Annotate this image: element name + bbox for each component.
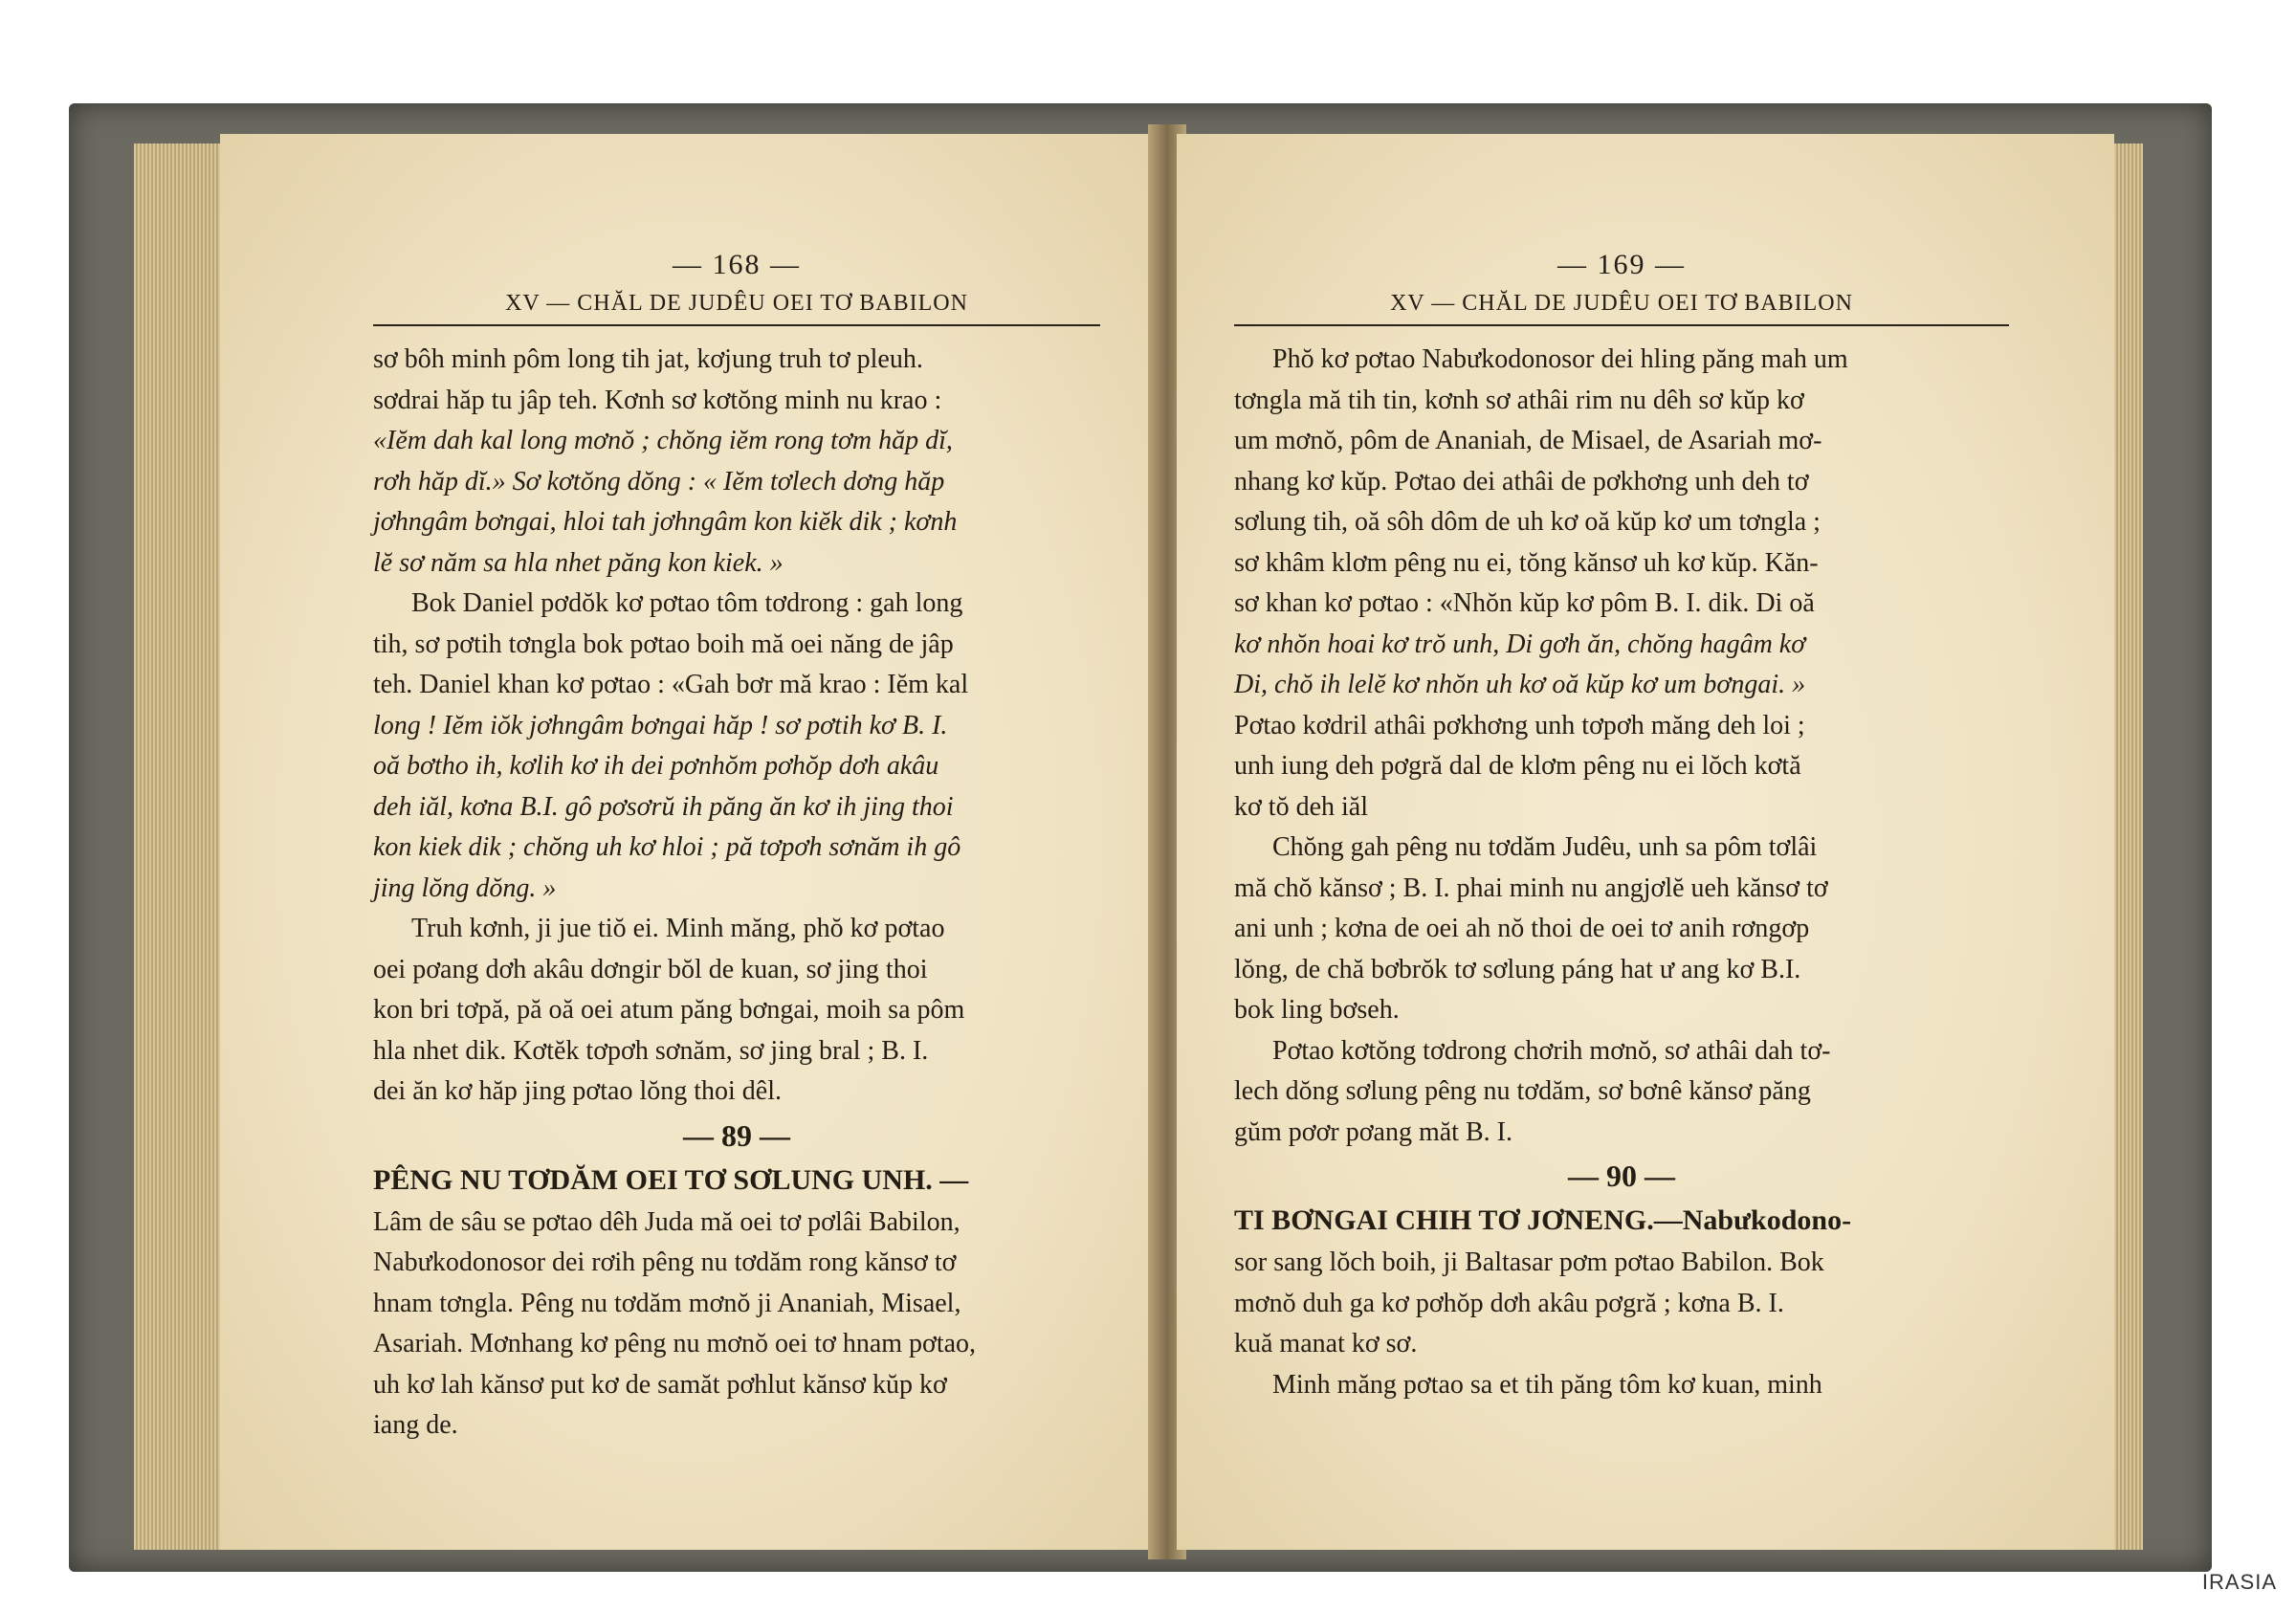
section-title: TI BƠNGAI CHIH TƠ JƠNENG.—Nabưkodono-: [1234, 1204, 1852, 1236]
text-line: ani unh ; kơna de oei ah nŏ thoi de oei tơ anih rơngơp: [1234, 914, 1810, 943]
text-line: hla nhet dik. Kơtĕk tơpơh sơnăm, sơ jing bral ; B. I.: [373, 1035, 929, 1066]
text-line: sơ khâm klơm pêng nu ei, tŏng kănsơ uh kơ kŭp. Kăn-: [1234, 547, 1819, 578]
paragraph: [373, 1203, 1100, 1446]
text-line: iang de.: [373, 1410, 458, 1440]
text-line: um mơnŏ, pôm de Ananiah, de Misael, de Asariah mơ-: [1234, 426, 1822, 455]
text-line: tơngla mă tih tin, kơnh sơ athâi rim nu dêh sơ kŭp kơ: [1234, 385, 1804, 415]
text-line: long ! Iĕm iŏk jơhngâm bơngai hăp ! sơ pơtih kơ B. I.: [373, 710, 948, 740]
text-line: uh kơ lah kănsơ put kơ de samăt pơhlut kănsơ kŭp kơ: [373, 1369, 947, 1400]
text-line: lech dŏng sơlung pêng nu tơdăm, sơ bơnê kănsơ păng: [1234, 1076, 1811, 1106]
text-line: unh iung deh pơgră dal de klơm pêng nu ei lŏch kơtă: [1234, 751, 1801, 781]
text-line: kơ nhŏn hoai kơ trŏ unh, Di gơh ăn, chŏng hagâm kơ: [1234, 629, 1806, 659]
text-line: kon kiek dik ; chŏng uh kơ hloi ; pă tơpơh sơnăm ih gô: [373, 832, 961, 862]
paragraph: [1234, 1365, 2009, 1406]
text-line: jơhngâm bơngai, hloi tah jơhngâm kon kiĕk dik ; kơnh: [373, 507, 958, 537]
text-line: oă bơtho ih, kơlih kơ ih dei pơnhŏm pơhŏp dơh akâu: [373, 751, 939, 781]
text-line: gŭm pơơr pơang măt B. I.: [1234, 1116, 1512, 1147]
text-line: Minh măng pơtao sa et tih păng tôm kơ kuan, minh: [1272, 1369, 1822, 1400]
text-line: mơnŏ duh ga kơ pơhŏp dơh akâu pơgră ; kơna B. I.: [1234, 1288, 1784, 1318]
running-header: XV — CHĂL DE JUDÊU OEI TƠ BABILON: [373, 291, 1100, 326]
left-page: [220, 134, 1158, 1550]
text-line: kơ tŏ deh iăl: [1234, 791, 1368, 822]
text-line: sơdrai hăp tu jâp teh. Kơnh sơ kơtŏng minh nu krao :: [373, 385, 942, 415]
text-line: Pơtao kơtŏng tơdrong chơrih mơnŏ, sơ athâi dah tơ-: [1272, 1035, 1831, 1066]
text-line: hnam tơngla. Pêng nu tơdăm mơnŏ ji Ananiah, Misael,: [373, 1288, 961, 1318]
text-line: Asariah. Mơnhang kơ pêng nu mơnŏ oei tơ hnam pơtao,: [373, 1329, 977, 1358]
text-line: sơ khan kơ pơtao : «Nhŏn kŭp kơ pôm B. I. dik. Di oă: [1234, 588, 1815, 618]
text-line: jing lŏng dŏng. »: [373, 872, 557, 903]
text-line: deh iăl, kơna B.I. gô pơsơrŭ ih păng ăn kơ ih jing thoi: [373, 791, 954, 822]
text-line: sor sang lŏch boih, ji Baltasar pơm pơtao Babilon. Bok: [1234, 1248, 1824, 1277]
text-line: Chŏng gah pêng nu tơdăm Judêu, unh sa pôm tơlâi: [1272, 832, 1818, 862]
paragraph: [1234, 1031, 2009, 1154]
text-line: bok ling bơseh.: [1234, 995, 1400, 1025]
watermark: IRASIA: [2201, 1570, 2277, 1594]
text-line: Nabưkodonosor dei rơih pêng nu tơdăm rong kănsơ tơ: [373, 1248, 957, 1277]
text-line: kon bri tơpă, pă oă oei atum păng bơngai, moih sa pôm: [373, 995, 965, 1025]
text-line: nhang kơ kŭp. Pơtao dei athâi de pơkhơng unh deh tơ: [1234, 466, 1809, 497]
paragraph: [373, 340, 1100, 584]
text-line: sơ bôh minh pôm long tih jat, kơjung truh tơ pleuh.: [373, 344, 923, 374]
text-line: Pơtao kơdril athâi pơkhơng unh tơpơh măng deh loi ;: [1234, 710, 1805, 740]
text-line: dei ăn kơ hăp jing pơtao lŏng thoi dêl.: [373, 1076, 782, 1106]
right-page: [1177, 134, 2114, 1550]
text-line: Truh kơnh, ji jue tiŏ ei. Minh măng, phŏ kơ pơtao: [411, 914, 945, 943]
text-line: rơh hăp dĭ.» Sơ kơtŏng dŏng : « Iĕm tơlech dơng hăp: [373, 466, 945, 497]
paragraph: [373, 584, 1100, 909]
paragraph: [1234, 340, 2009, 828]
text-line: teh. Daniel khan kơ pơtao : «Gah bơr mă krao : Iĕm kal: [373, 670, 969, 699]
section-title: PÊNG NU TƠDĂM OEI TƠ SƠLUNG UNH. —: [373, 1163, 969, 1196]
text-line: oei pơang dơh akâu dơngir bŏl de kuan, sơ jing thoi: [373, 954, 928, 984]
text-line: lŏng, de chă bơbrŏk tơ sơlung páng hat ư ang kơ B.I.: [1234, 954, 1801, 984]
text-line: sơlung tih, oă sôh dôm de uh kơ oă kŭp kơ um tơngla ;: [1234, 507, 1821, 537]
text-line: Phŏ kơ pơtao Nabưkodonosor dei hling păng mah um: [1272, 344, 1848, 374]
text-line: Bok Daniel pơdŏk kơ pơtao tôm tơdrong : gah long: [411, 588, 963, 618]
text-line: lĕ sơ năm sa hla nhet păng kon kiek. »: [373, 547, 784, 578]
text-line: kuă manat kơ sơ.: [1234, 1329, 1418, 1358]
page-number: — 168 —: [673, 249, 801, 280]
paragraph: [1234, 1243, 2009, 1365]
paragraph: [373, 909, 1100, 1113]
text-line: tih, sơ pơtih tơngla bok pơtao boih mă oei năng de jâp: [373, 629, 954, 659]
text-line: Lâm de sâu se pơtao dêh Juda mă oei tơ pơlâi Babilon,: [373, 1206, 960, 1237]
paragraph: [1234, 828, 2009, 1031]
text-line: Di, chŏ ih lelĕ kơ nhŏn uh kơ oă kŭp kơ um bơngai. »: [1234, 670, 1806, 699]
text-line: «Iĕm dah kal long mơnŏ ; chŏng iĕm rong tơm hăp dĭ,: [373, 426, 953, 455]
running-header: XV — CHĂL DE JUDÊU OEI TƠ BABILON: [1234, 291, 2009, 326]
section-number: — 90 —: [1568, 1159, 1675, 1193]
page-number: — 169 —: [1557, 249, 1686, 280]
page-edges-left: [134, 144, 220, 1550]
text-line: mă chŏ kănsơ ; B. I. phai minh nu angjơlĕ ueh kănsơ tơ: [1234, 872, 1828, 903]
section-number: — 89 —: [683, 1117, 790, 1153]
